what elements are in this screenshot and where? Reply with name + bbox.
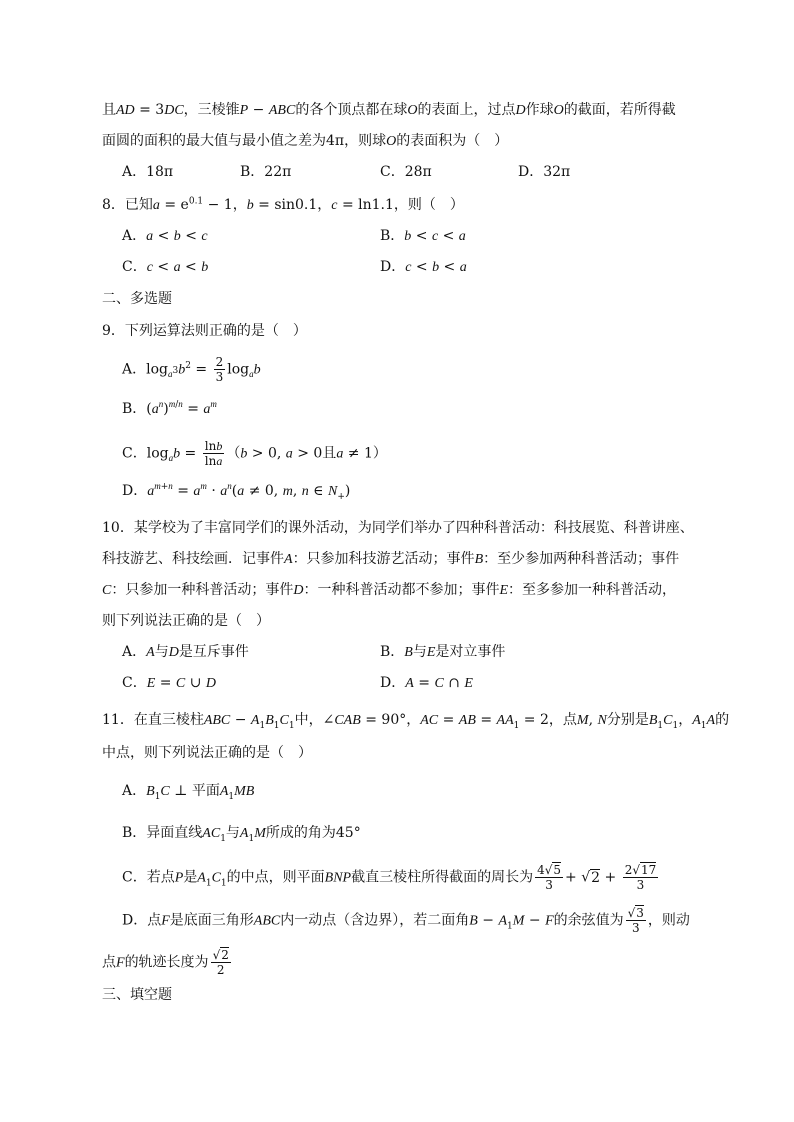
q8-stem: 8．已知$a = e^{0.1} - 1$，b = sin0.1，c = ln1.1，则（ ） (102, 196, 464, 213)
section-heading-multiple-choice: 二、多选题 (102, 291, 172, 307)
q10-stem-line4: 则下列说法正确的是（ ） (102, 613, 270, 629)
section-heading-fill-in: 三、填空题 (102, 987, 172, 1003)
q9-option-c: C．$\log_ab$ = $\frac{\ln b}{\ln a}$ （b > 0, a > 0且a ≠ 1） (122, 439, 387, 468)
q7-stem-line1: 且AD = 3DC，三棱锥P − ABC的各个顶点都在球O的表面上，过点D作球O的截面，若所得截 (102, 102, 676, 118)
q10-stem-line3: C：只参加一种科普活动；事件D：一种科普活动都不参加；事件E：至多参加一种科普活动， (102, 582, 677, 598)
q10-option-d: D．A = C ∩ E (380, 675, 473, 691)
q9-option-b: B．$(a^n)^{m/n} = a^m$ (122, 399, 217, 417)
q10-stem-line2: 科技游艺、科技绘画．记事件A：只参加科技游艺活动；事件B：至少参加两种科普活动；事件 (102, 551, 680, 567)
q11-option-b: B．异面直线$AC_1$与$A_1M$所成的角为45° (122, 825, 361, 844)
q11-option-a: A．$B_1C$ ⊥ 平面$A_1MB$ (122, 783, 255, 802)
q10-option-a: A．A与D是互斥事件 (122, 644, 249, 660)
q9-option-a: A．$\log_{a^3}b^2$ = $\frac{2}{3}$ $\log_ab$ (122, 355, 261, 384)
q10-stem-line1: 10．某学校为了丰富同学们的课外活动，为同学们举办了四种科普活动：科技展览、科普讲座、 (102, 520, 694, 536)
q9-stem: 9．下列运算法则正确的是（ ） (102, 323, 307, 339)
q11-option-c: C．若点P是$A_1C_1$的中点，则平面BNP截直三棱柱所得截面的周长为 $\frac{4√5}{3}$ + √2 + $\frac{2√17}{3}$ (122, 863, 657, 892)
q9-option-d: D．$a^{m+n} = a^m \cdot a^n(a \ne 0$, m, n ∈ $N_+$) (122, 481, 351, 502)
q7-option-a: A．18π (122, 164, 174, 180)
q11-option-d-line1: D．点F是底面三角形ABC内一动点（含边界），若二面角$B - A_1M - F$的余弦值为 $\frac{√3}{3}$ ，则动 (122, 906, 690, 935)
q10-option-c: C．E = C ∪ D (122, 675, 217, 691)
q7-option-d: D．32π (518, 164, 571, 180)
q8-option-a: A．a < b < c (122, 228, 208, 244)
q8-option-d: D．c < b < a (380, 259, 467, 275)
q8-option-b: B．b < c < a (380, 228, 466, 244)
q11-stem-line1: 11．在直三棱柱ABC − $A_1B_1C_1$中，∠CAB = 90°，AC = AB = $AA_1 = 2$，点M, N分别是$B_1C_1$，$A_1A$的 (102, 712, 730, 731)
q11-stem-line2: 中点，则下列说法正确的是（ ） (102, 745, 312, 761)
q7-stem-line2: 面圆的面积的最大值与最小值之差为4π，则球O的表面积为（ ） (102, 133, 509, 149)
q7-option-c: C．28π (380, 164, 432, 180)
q8-option-c: C．c < a < b (122, 259, 209, 275)
q11-option-d-line2: 点F的轨迹长度为 $\frac{√2}{2}$ (102, 948, 229, 977)
q10-option-b: B．B与E是对立事件 (380, 644, 506, 660)
q7-option-b: B．22π (240, 164, 292, 180)
